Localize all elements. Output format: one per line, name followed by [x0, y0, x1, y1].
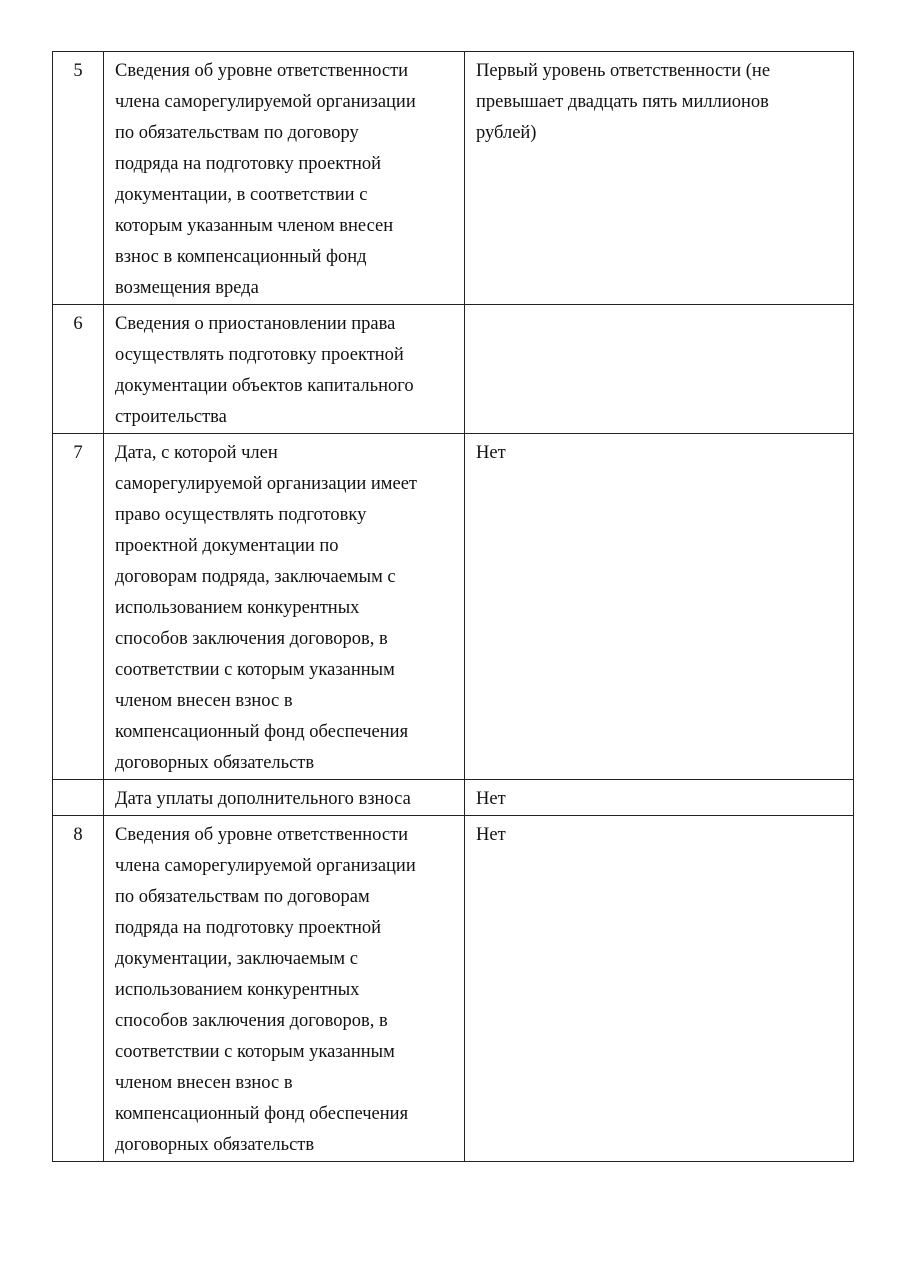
field-value: Нет: [465, 816, 854, 1162]
field-label: Дата уплаты дополнительного взноса: [104, 780, 465, 816]
field-label: Сведения об уровне ответственности члена саморегулируемой организации по обязательствам по договорам подряда на подготовку проектной документации, заключаемым с использованием конкурентных способов заключения договоров, в соответствии с которым указанным членом внесен взнос в компенсационный фонд обеспечения договорных обязательств: [104, 816, 465, 1162]
field-value: Нет: [465, 780, 854, 816]
registry-details-table: [52, 51, 854, 1162]
field-value: [465, 305, 854, 434]
field-value: Нет: [465, 434, 854, 780]
row-number: 5: [53, 52, 104, 305]
field-value: Первый уровень ответственности (не превышает двадцать пять миллионов рублей): [465, 52, 854, 305]
table-row: [53, 434, 854, 780]
table-row: [53, 816, 854, 1162]
row-number: 7: [53, 434, 104, 780]
row-number: 6: [53, 305, 104, 434]
row-number: 8: [53, 816, 104, 1162]
table-row: [53, 780, 854, 816]
field-label: Дата, с которой член саморегулируемой организации имеет право осуществлять подготовку проектной документации по договорам подряда, заключаемым с использованием конкурентных способов заключения договоров, в соответствии с которым указанным членом внесен взнос в компенсационный фонд обеспечения договорных обязательств: [104, 434, 465, 780]
table-row: [53, 305, 854, 434]
field-label: Сведения об уровне ответственности члена саморегулируемой организации по обязательствам по договору подряда на подготовку проектной документации, в соответствии с которым указанным членом внесен взнос в компенсационный фонд возмещения вреда: [104, 52, 465, 305]
table-row: [53, 52, 854, 305]
row-number: [53, 780, 104, 816]
field-label: Сведения о приостановлении права осуществлять подготовку проектной документации объектов капитального строительства: [104, 305, 465, 434]
